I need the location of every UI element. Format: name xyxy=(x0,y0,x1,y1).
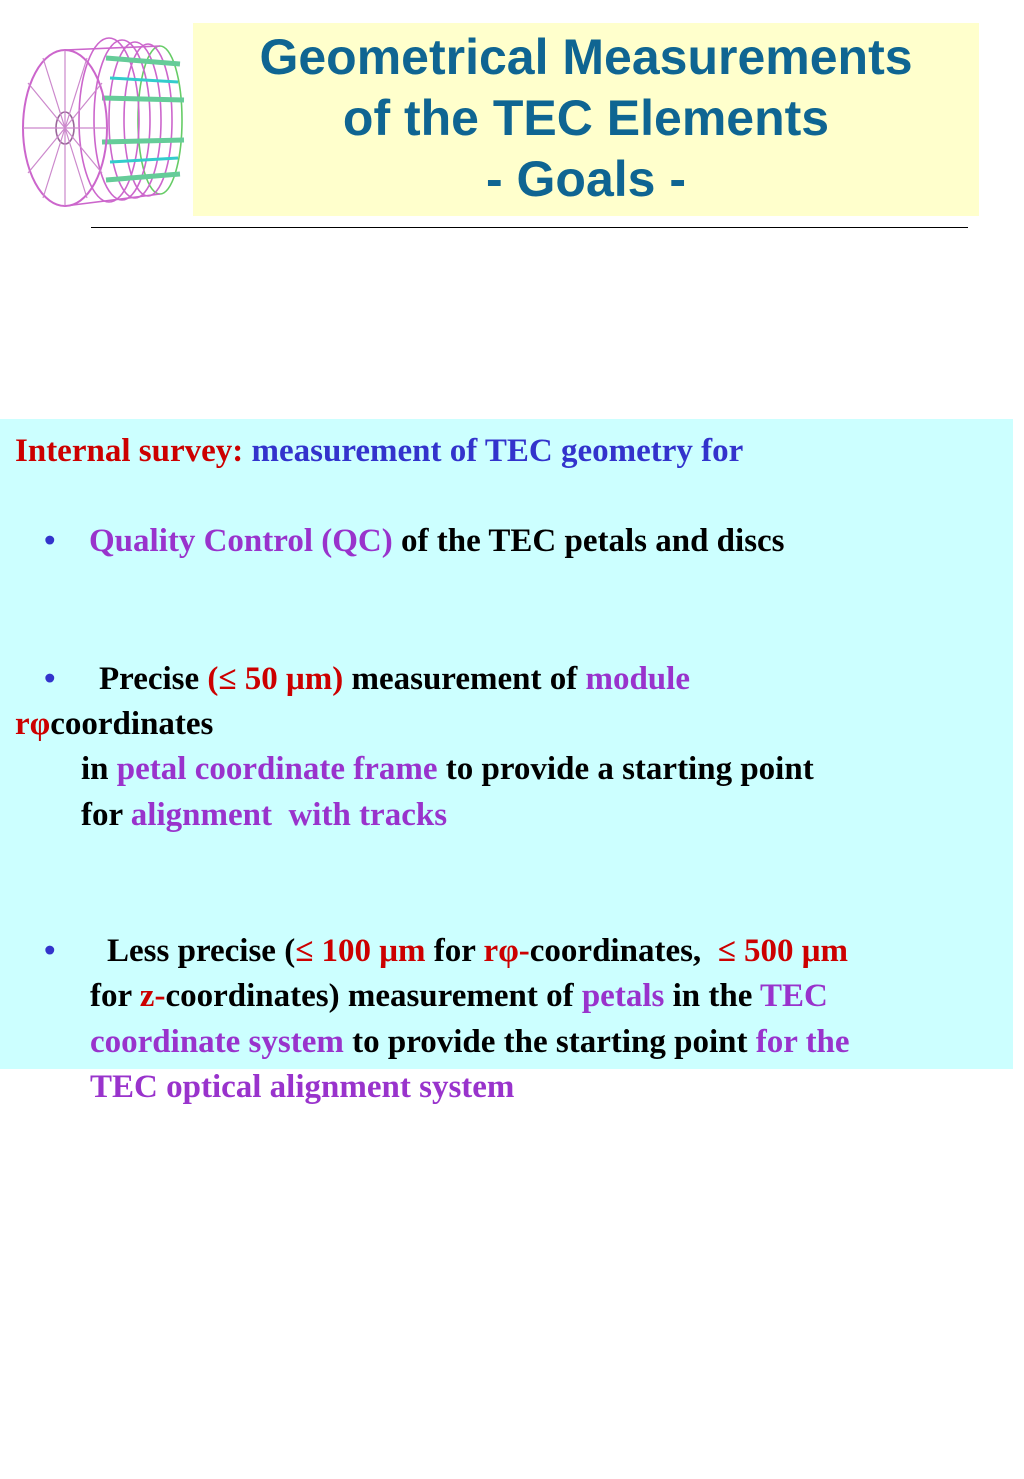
intro-text: measurement of TEC geometry for xyxy=(251,433,744,469)
bullet-2-precise: Precise xyxy=(99,661,200,697)
bullet-3-limit-1: ≤ 100 μm xyxy=(295,933,426,969)
bullet-2-measurement-of: measurement of xyxy=(351,661,578,697)
bullet-2-line-2 xyxy=(15,704,213,744)
bullet-3-petals: petals xyxy=(581,978,665,1014)
bullet-3-for-2: for xyxy=(90,978,132,1014)
bullet-3-line-1 xyxy=(107,931,848,971)
bullet-3-provide: to provide the starting point xyxy=(352,1024,748,1060)
bullet-2-for: for xyxy=(81,797,123,833)
bullet-3-tec: TEC xyxy=(760,978,828,1014)
bullet-2-marker: • xyxy=(44,661,56,697)
intro-label: Internal survey: xyxy=(15,433,244,469)
title-line-1: Geometrical Measurements xyxy=(259,29,913,85)
bullet-1-text xyxy=(89,521,785,561)
bullet-1-qc: Quality Control (QC) xyxy=(89,523,393,559)
bullet-3-limit-2: ≤ 500 μm xyxy=(717,933,848,969)
bullet-3-optical: TEC optical alignment system xyxy=(90,1069,515,1105)
bullet-2-provide: to provide a starting point xyxy=(445,751,814,787)
bullet-3-for-the: for the xyxy=(755,1024,850,1060)
bullet-3-for-1: for xyxy=(433,933,476,969)
page-title xyxy=(193,23,979,210)
bullet-1-rest: of the TEC petals and discs xyxy=(400,523,785,559)
content-panel xyxy=(0,419,1013,1069)
bullet-2-module: module xyxy=(585,661,690,697)
bullet-3-less-precise: Less precise ( xyxy=(107,933,296,969)
bullet-3-coord-system: coordinate system xyxy=(90,1024,344,1060)
bullet-3-line-3 xyxy=(90,1022,850,1062)
title-line-2: of the TEC Elements xyxy=(342,90,830,146)
intro-line xyxy=(15,431,743,471)
bullet-3-line-2 xyxy=(90,976,828,1016)
bullet-2-rphi: rφ xyxy=(15,706,51,742)
bullet-2-limit: (≤ 50 μm) xyxy=(207,661,344,697)
bullet-3-z: z- xyxy=(139,978,166,1014)
bullet-3-rphi: rφ- xyxy=(483,933,530,969)
bullet-2-petal-frame: petal coordinate frame xyxy=(116,751,438,787)
bullet-2-line-4 xyxy=(81,795,447,835)
bullet-3-in-the: in the xyxy=(672,978,753,1014)
bullet-3-line-4 xyxy=(90,1067,514,1107)
bullet-2-line-3 xyxy=(81,749,814,789)
bullet-3-marker: • xyxy=(44,933,56,969)
bullet-3-coords-meas: coordinates) measurement of xyxy=(165,978,574,1014)
title-banner xyxy=(193,23,979,216)
bullet-2-alignment: alignment with tracks xyxy=(130,797,448,833)
bullet-2-line-1 xyxy=(99,659,690,699)
bullet-3-coords-comma: coordinates, xyxy=(529,933,702,969)
title-line-3: - Goals - xyxy=(485,151,687,207)
bullet-2-in: in xyxy=(81,751,109,787)
title-divider xyxy=(91,227,968,228)
tec-wireframe-logo xyxy=(10,28,190,210)
bullet-2-coordinates: coordinates xyxy=(50,706,214,742)
bullet-1-marker: • xyxy=(44,523,56,559)
